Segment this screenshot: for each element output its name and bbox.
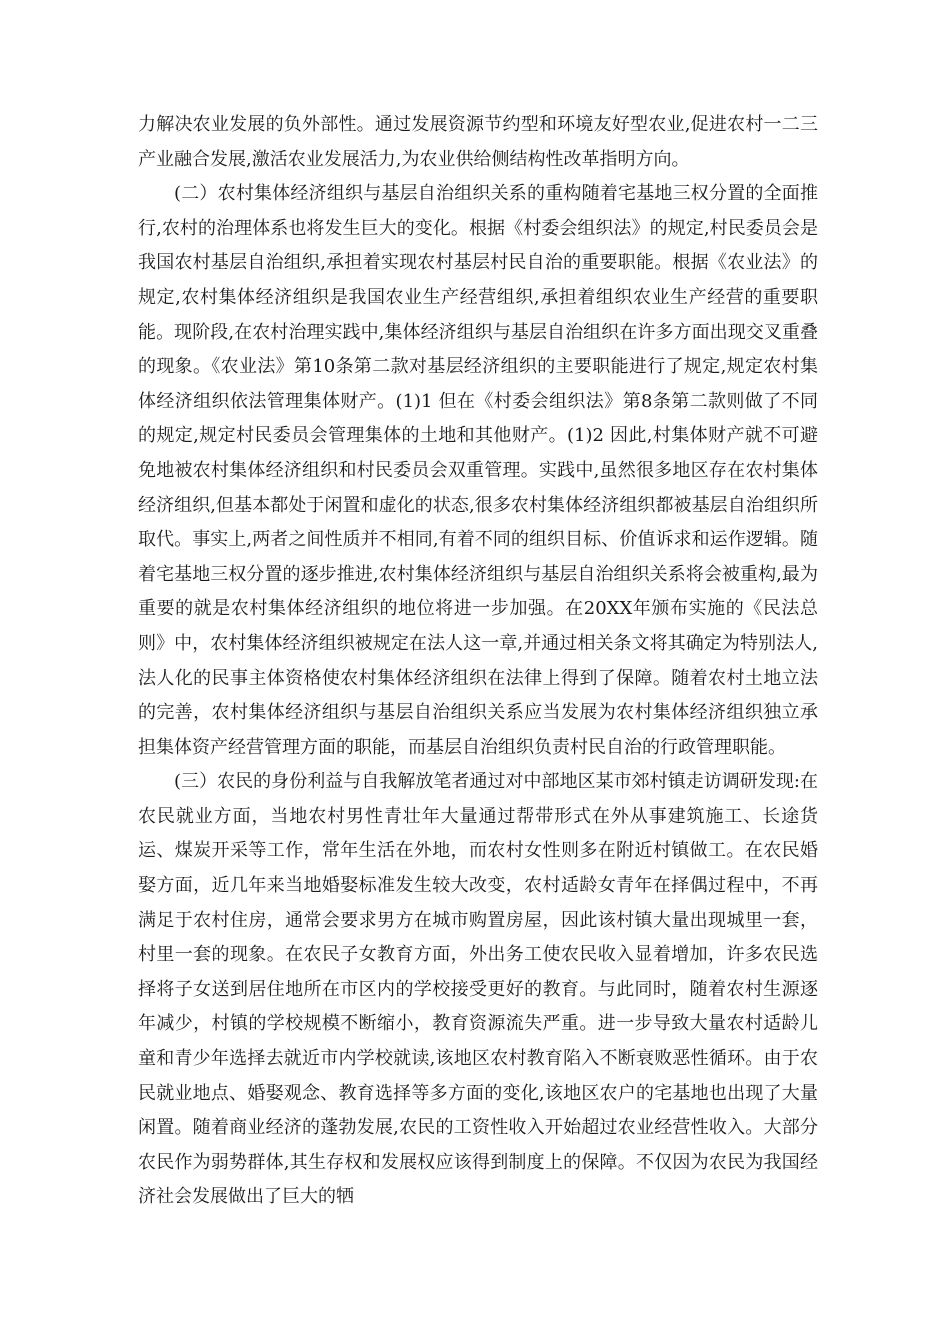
paragraph-continuation: 力解决农业发展的负外部性。通过发展资源节约型和环境友好型农业,促进农村一二三产业融合发展,激活农业发展活力,为农业供给侧结构性改革指明方向。 bbox=[138, 114, 818, 170]
document-body bbox=[138, 108, 818, 1215]
paragraph-section-3: (三）农民的身份利益与自我解放笔者通过对中部地区某市郊村镇走访调研发现:在农民就业方面，当地农村男性青壮年大量通过帮带形式在外从事建筑施工、长途货运、煤炭开采等工作，常年生活在外地，而农村女性则多在附近村镇做工。在农民婚娶方面，近几年来当地婚娶标准发生较大改变，农村适龄女青年在择偶过程中，不再满足于农村住房，通常会要求男方在城市购置房屋，因此该村镇大量出现城里一套，村里一套的现象。在农民子女教育方面，外出务工使农民收入显着增加，许多农民选择将子女送到居住地所在市区内的学校接受更好的教育。与此同时，随着农村生源逐年减少，村镇的学校规模不断缩小，教育资源流失严重。进一步导致大量农村适龄儿童和青少年选择去就近市内学校就读,该地区农村教育陷入不断衰败恶性循环。由于农民就业地点、婚娶观念、教育选择等多方面的变化,该地区农户的宅基地也出现了大量闲置。随着商业经济的蓬勃发展,农民的工资性收入开始超过农业经营性收入。大部分农民作为弱势群体,其生存权和发展权应该得到制度上的保障。不仅因为农民为我国经济社会发展做出了巨大的牺 bbox=[138, 771, 818, 1208]
paragraph-section-2: (二）农村集体经济组织与基层自治组织关系的重构随着宅基地三权分置的全面推行,农村的治理体系也将发生巨大的变化。根据《村委会组织法》的规定,村民委员会是我国农村基层自治组织,承担着实现农村基层村民自治的重要职能。根据《农业法》的规定,农村集体经济组织是我国农业生产经营组织,承担着组织农业生产经营的重要职能。现阶段,在农村治理实践中,集体经济组织与基层自治组织在许多方面出现交叉重叠的现象。《农业法》第10条第二款对基层经济组织的主要职能进行了规定,规定农村集体经济组织依法管理集体财产。(1)1 但在《村委会组织法》第8条第二款则做了不同的规定,规定村民委员会管理集体的土地和其他财产。(1)2 因此,村集体财产就不可避免地被农村集体经济组织和村民委员会双重管理。实践中,虽然很多地区存在农村集体经济组织,但基本都处于闲置和虚化的状态,很多农村集体经济组织都被基层自治组织所取代。事实上,两者之间性质并不相同,有着不同的组织目标、价值诉求和运作逻辑。随着宅基地三权分置的逐步推进,农村集体经济组织与基层自治组织关系将会被重构,最为重要的就是农村集体经济组织的地位将进一步加强。在20XX年颁布实施的《民法总则》中，农村集体经济组织被规定在法人这一章,并通过相关条文将其确定为特别法人,法人化的民事主体资格使农村集体经济组织在法律上得到了保障。随着农村土地立法的完善，农村集体经济组织与基层自治组织关系应当发展为农村集体经济组织独立承担集体资产经营管理方面的职能，而基层自治组织负责村民自治的行政管理职能。 bbox=[138, 183, 818, 758]
